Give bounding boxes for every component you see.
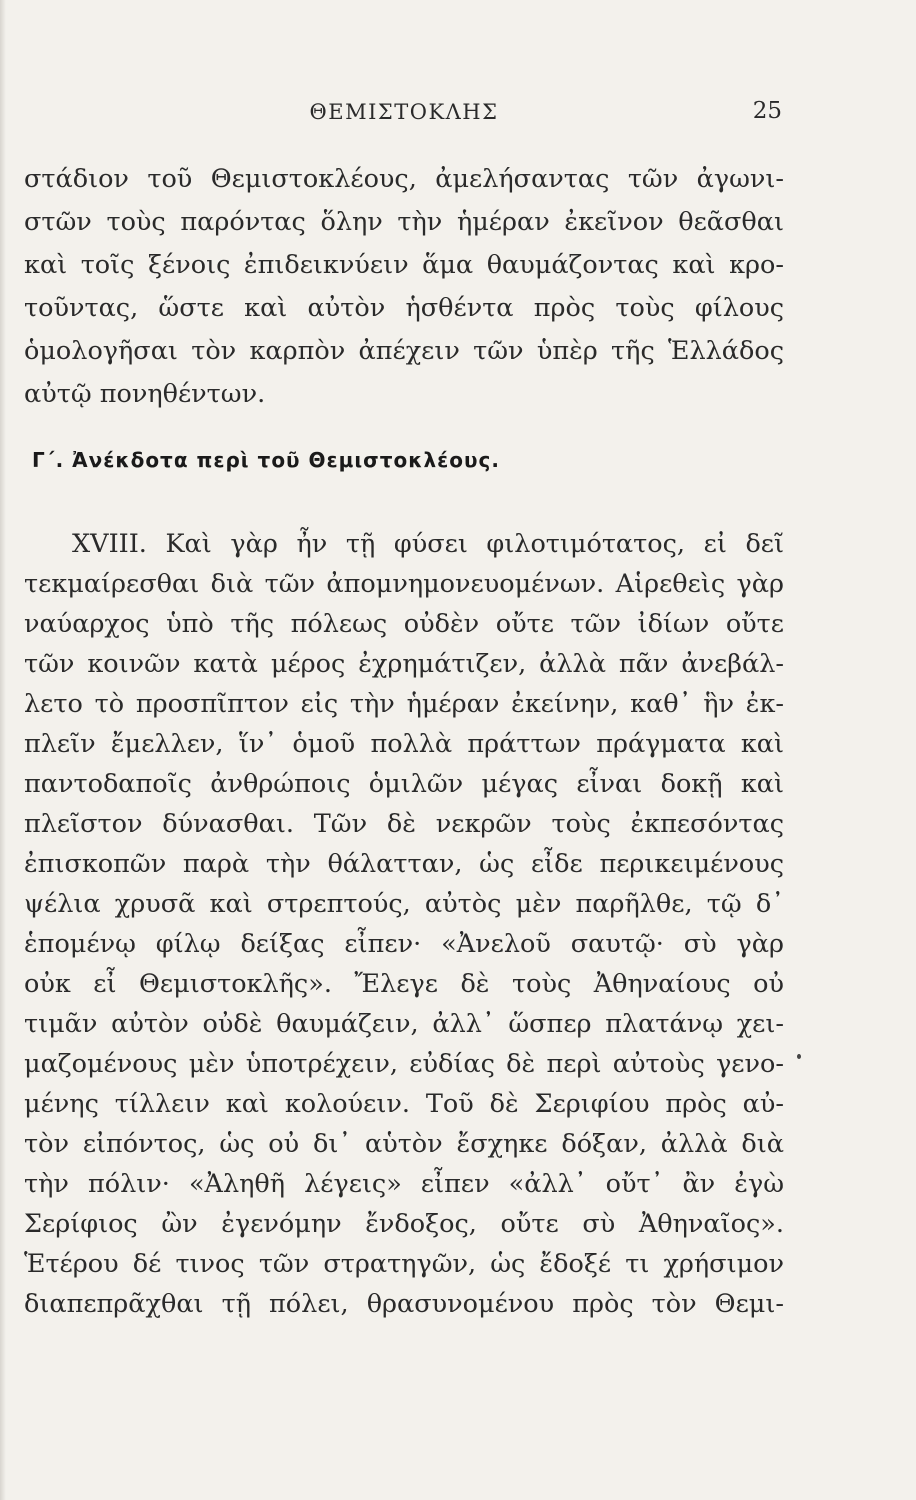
text-line: στῶν τοὺς παρόντας ὅλην τὴν ἡμέραν ἐκεῖνον θεᾶσθαι: [24, 207, 784, 237]
text-line: ἑπομένῳ φίλῳ δείξας εἶπεν· «Ἀνελοῦ σαυτῷ· σὺ γὰρ: [24, 929, 784, 959]
text-line: πλεῖστον δύνασθαι. Τῶν δὲ νεκρῶν τοὺς ἐκπεσόντας: [24, 809, 784, 839]
running-head: [26, 100, 782, 130]
text-line: Ἑτέρου δέ τινος τῶν στρατηγῶν, ὡς ἔδοξέ τι χρήσιμον: [24, 1249, 784, 1279]
text-line: στάδιον τοῦ Θεμιστοκλέους, ἀμελήσαντας τῶν ἀγωνι-: [24, 164, 784, 194]
text-line: τοῦντας, ὥστε καὶ αὐτὸν ἡσθέντα πρὸς τοὺς φίλους: [24, 293, 784, 323]
text-line: οὐκ εἶ Θεμιστοκλῆς». Ἔλεγε δὲ τοὺς Ἀθηναίους οὐ: [24, 969, 784, 999]
page-number: 25: [752, 98, 782, 124]
text-line: ἐπισκοπῶν παρὰ τὴν θάλατταν, ὡς εἶδε περικειμένους: [24, 849, 784, 879]
page-edge-shadow: [0, 0, 6, 1500]
section-heading: Γ΄. Ἀνέκδοτα περὶ τοῦ Θεμιστοκλέους.: [32, 448, 500, 472]
text-line: καὶ τοῖς ξένοις ἐπιδεικνύειν ἅμα θαυμάζοντας καὶ κρο-: [24, 250, 784, 280]
text-line: Σερίφιος ὢν ἐγενόμην ἔνδοξος, οὔτε σὺ Ἀθηναῖος».: [24, 1209, 784, 1239]
text-line: τεκμαίρεσθαι διὰ τῶν ἀπομνημονευομένων. Αἱρεθεὶς γὰρ: [24, 569, 784, 599]
text-line: μένης τίλλειν καὶ κολούειν. Τοῦ δὲ Σεριφίου πρὸς αὐ-: [24, 1089, 784, 1119]
text-line: ψέλια χρυσᾶ καὶ στρεπτούς, αὐτὸς μὲν παρῆλθε, τῷ δ᾽: [24, 889, 784, 919]
text-line: τὴν πόλιν· «Ἀληθῆ λέγεις» εἶπεν «ἀλλ᾽ οὔτ᾽ ἂν ἐγὼ: [24, 1169, 784, 1199]
text-line: τιμᾶν αὐτὸν οὐδὲ θαυμάζειν, ἀλλ᾽ ὥσπερ πλατάνῳ χει-: [24, 1009, 784, 1039]
text-line: αὐτῷ πονηθέντων.: [24, 379, 266, 409]
running-title: ΘΕΜΙΣΤΟΚΛΗΣ: [309, 100, 499, 124]
ink-speck: [797, 1054, 801, 1059]
text-line: XVIII. Καὶ γὰρ ἦν τῇ φύσει φιλοτιμότατος, εἰ δεῖ: [72, 529, 784, 559]
text-line: διαπεπρᾶχθαι τῇ πόλει, θρασυνομένου πρὸς τὸν Θεμι-: [24, 1289, 784, 1319]
text-line: ναύαρχος ὑπὸ τῆς πόλεως οὐδὲν οὔτε τῶν ἰδίων οὔτε: [24, 609, 784, 639]
text-line: μαζομένους μὲν ὑποτρέχειν, εὐδίας δὲ περὶ αὐτοὺς γενο-: [24, 1049, 784, 1079]
text-line: παντοδαποῖς ἀνθρώποις ὁμιλῶν μέγας εἶναι δοκῇ καὶ: [24, 769, 784, 799]
text-line: τὸν εἰπόντος, ὡς οὐ δι᾽ αὑτὸν ἔσχηκε δόξαν, ἀλλὰ διὰ: [24, 1129, 784, 1159]
text-line: λετο τὸ προσπῖπτον εἰς τὴν ἡμέραν ἐκείνην, καθ᾽ ἣν ἐκ-: [24, 689, 784, 719]
text-line: τῶν κοινῶν κατὰ μέρος ἐχρημάτιζεν, ἀλλὰ πᾶν ἀνεβάλ-: [24, 649, 784, 679]
text-line: ὁμολογῆσαι τὸν καρπὸν ἀπέχειν τῶν ὑπὲρ τῆς Ἑλλάδος: [24, 336, 784, 366]
text-line: πλεῖν ἔμελλεν, ἵν᾽ ὁμοῦ πολλὰ πράττων πράγματα καὶ: [24, 729, 784, 759]
